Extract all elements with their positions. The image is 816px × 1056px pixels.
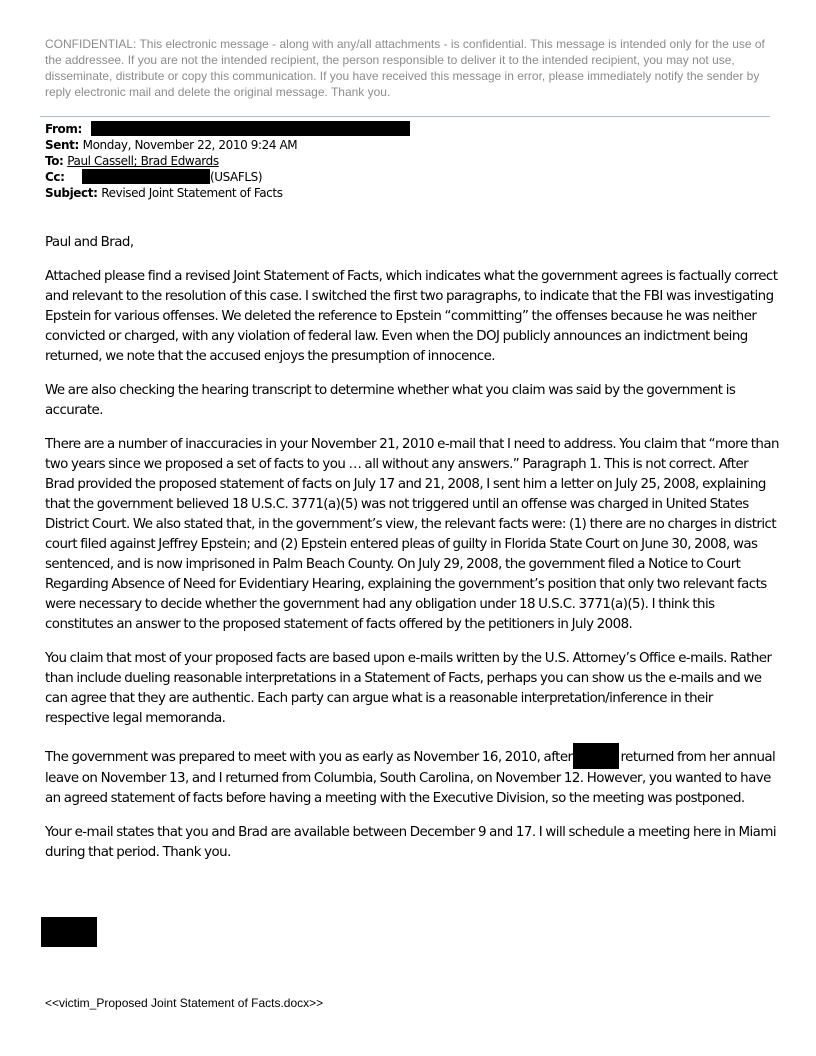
redacted-cc [82, 169, 210, 184]
greeting: Paul and Brad, [45, 235, 134, 250]
redacted-sender [91, 121, 410, 136]
paragraph-meeting-postponed [45, 743, 780, 809]
cc-row [45, 169, 785, 185]
sent-row [45, 137, 785, 153]
paragraph-hearing-transcript: We are also checking the hearing transcript to determine whether what you claim was said by the government is accurate. [45, 383, 736, 418]
from-row [45, 121, 785, 137]
cc-label: Cc: [45, 170, 65, 184]
header-divider [40, 116, 770, 117]
cc-suffix: (USAFLS) [209, 170, 263, 184]
subject-row [45, 185, 785, 201]
subject-label: Subject: [45, 186, 102, 200]
attachment-link[interactable]: <<victim_Proposed Joint Statement of Facts.docx>> [45, 996, 324, 1010]
paragraph-revised-statement: Attached please find a revised Joint Statement of Facts, which indicates what the government agrees is factually correct and relevant to the resolution of this case. I switched the first two paragraphs, to indicate that the FBI was investigating Epstein for various offenses. We deleted the reference to Epstein “committing” the offenses because he was neither convicted or charged, with any violation of federal law. Even when the DOJ publicly announces an indictment being returned, we note that the accused enjoys the presumption of innocence. [45, 269, 778, 364]
subject-value: Revised Joint Statement of Facts [101, 186, 283, 200]
from-label: From: [45, 122, 82, 136]
to-row [45, 153, 785, 169]
paragraph-proposed-facts: You claim that most of your proposed facts are based upon e-mails written by the U.S. Attorney’s Office e-mails. Rather than include dueling reasonable interpretations in a Statement of Facts, perhaps you can show us the e-mails and we can agree that they are authentic. Each party can argue what is a reasonable interpretation/inference in their respective legal memoranda. [45, 651, 772, 726]
redacted-name [573, 743, 619, 769]
paragraph-inaccuracies: There are a number of inaccuracies in your November 21, 2010 e-mail that I need to address. You claim that “more than two years since we proposed a set of facts to you … all without any answers.” Paragraph 1. This is not correct. After Brad provided the proposed statement of facts on July 17 and 21, 2008, I sent him a letter on July 25, 2008, explaining that the government believed 18 U.S.C. 3771(a)(5) was not triggered until an offense was charged in United States District Court. We also stated that, in the government’s view, the relevant facts were: (1) there are no charges in district court filed against Jeffrey Epstein; and (2) Epstein entered pleas of guilty in Florida State Court on June 30, 2008, was sentenced, and is now imprisoned in Palm Beach County. On July 29, 2008, the government filed a Notice to Court Regarding Absence of Need for Evidentiary Hearing, explaining the government’s position that only two relevant facts were necessary to decide whether the government had any obligation under 18 U.S.C. 3771(a)(5). I think this constitutes an answer to the proposed statement of facts offered by the petitioners in July 2008. [45, 437, 779, 632]
paragraph-meeting-after: returned from her annual leave on November 13, and I returned from Columbia, South Carolina, on November 12. However, you wanted to have an agreed statement of facts before having a meeting with the Executive Division, so the meeting was postponed. [45, 750, 776, 806]
paragraph-meeting-before: The government was prepared to meet with you as early as November 16, 2010, after [45, 750, 573, 765]
sent-value: Monday, November 22, 2010 9:24 AM [82, 138, 298, 152]
confidentiality-notice: CONFIDENTIAL: This electronic message - along with any/all attachments - is confidential. This message is intended only for the use of the addressee. If you are not the intended recipient, the person responsible to deliver it to the intended recipient, you may not use, disseminate, distribute or copy this communication. If you have received this message in error, please immediately notify the sender by reply electronic mail and delete the original message. Thank you. [45, 37, 765, 99]
to-value: Paul Cassell; Brad Edwards [67, 154, 219, 168]
paragraph-schedule: Your e-mail states that you and Brad are available between December 9 and 17. I will schedule a meeting here in Miami during that period. Thank you. [45, 825, 776, 860]
email-body [45, 233, 780, 877]
email-header [45, 121, 785, 201]
sent-label: Sent: [45, 138, 83, 152]
redacted-signature [41, 917, 97, 947]
to-label: To: [45, 154, 68, 168]
